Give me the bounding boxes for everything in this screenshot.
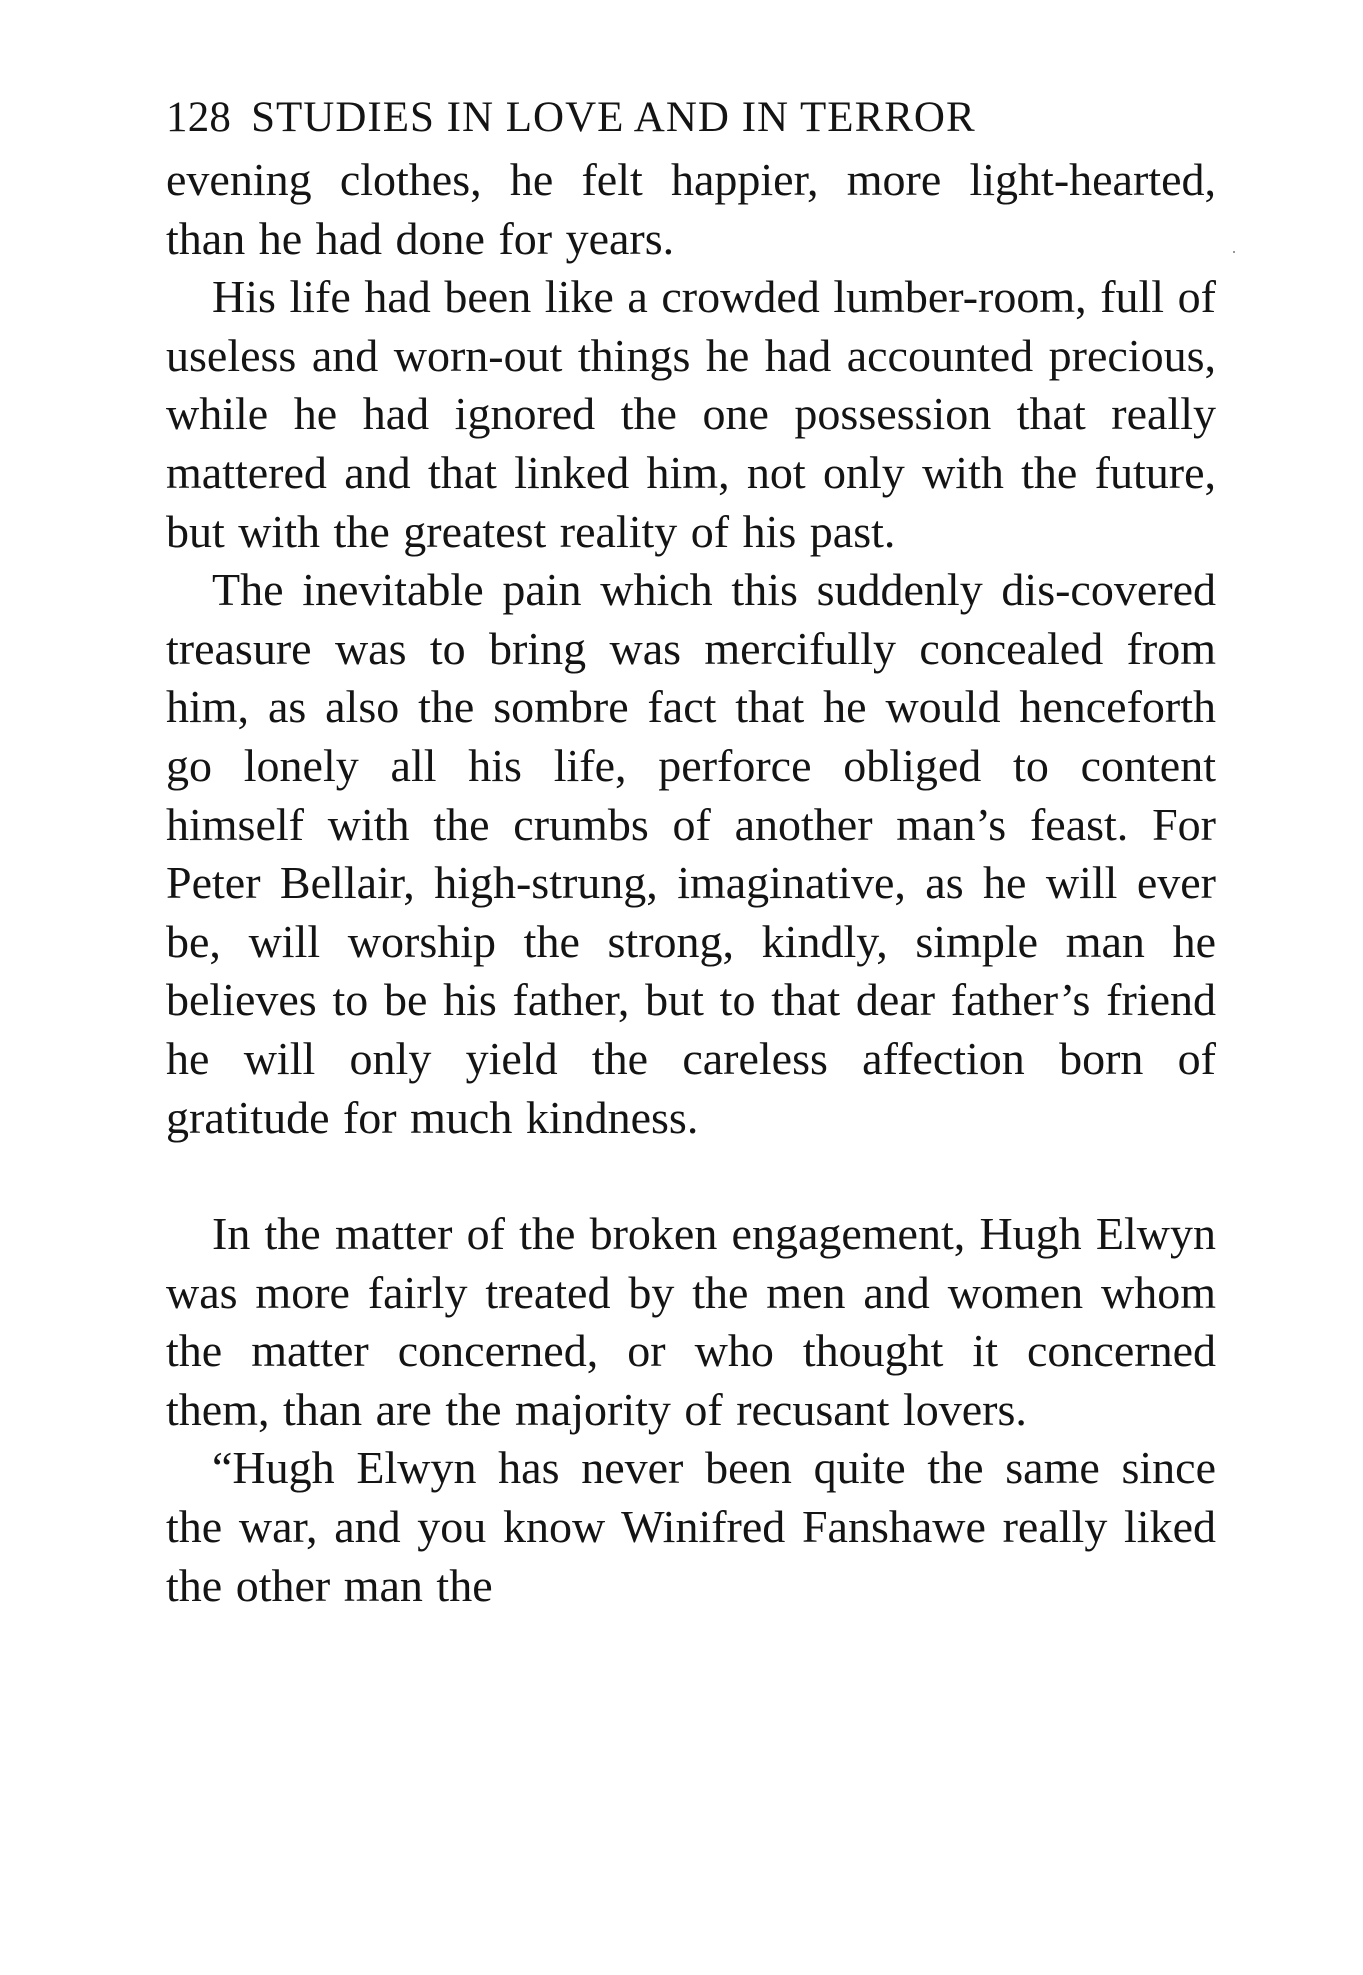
print-speck: [1233, 251, 1235, 253]
page-number: 128: [166, 94, 232, 141]
section-break: [166, 1147, 1216, 1205]
paragraph-inevitable-pain: The inevitable pain which this suddenly dis-covered treasure was to bring was mercifully concealed from him, as also the sombre fact that he would henceforth go lonely all his life, perforce obliged to content himself with the crumbs of another man’s feast. For Peter Bellair, high-strung, imaginative, as he will ever be, will worship the strong, kindly, simple man he believes to be his father, but to that dear father’s friend he will only yield the careless affection born of gratitude for much kindness.: [166, 564, 1216, 1143]
paragraph-broken-engagement: In the matter of the broken engagement, Hugh Elwyn was more fairly treated by the men and women whom the matter concerned, or who thought it concerned them, than are the majority of recusant lovers.: [166, 1208, 1216, 1435]
paragraph-quotation: “Hugh Elwyn has never been quite the same since the war, and you know Winifred Fanshawe really liked the other man the: [166, 1442, 1216, 1611]
running-head: [166, 90, 1216, 146]
paragraph-continued: evening clothes, he felt happier, more light-hearted, than he had done for years.: [166, 154, 1216, 264]
paragraph-lumber-room: His life had been like a crowded lumber-room, full of useless and worn-out things he had accounted precious, while he had ignored the one possession that really mattered and that linked him, not only with the future, but with the greatest reality of his past.: [166, 271, 1216, 557]
running-title: STUDIES IN LOVE AND IN TERROR: [251, 94, 976, 141]
book-page: [166, 90, 1216, 1615]
